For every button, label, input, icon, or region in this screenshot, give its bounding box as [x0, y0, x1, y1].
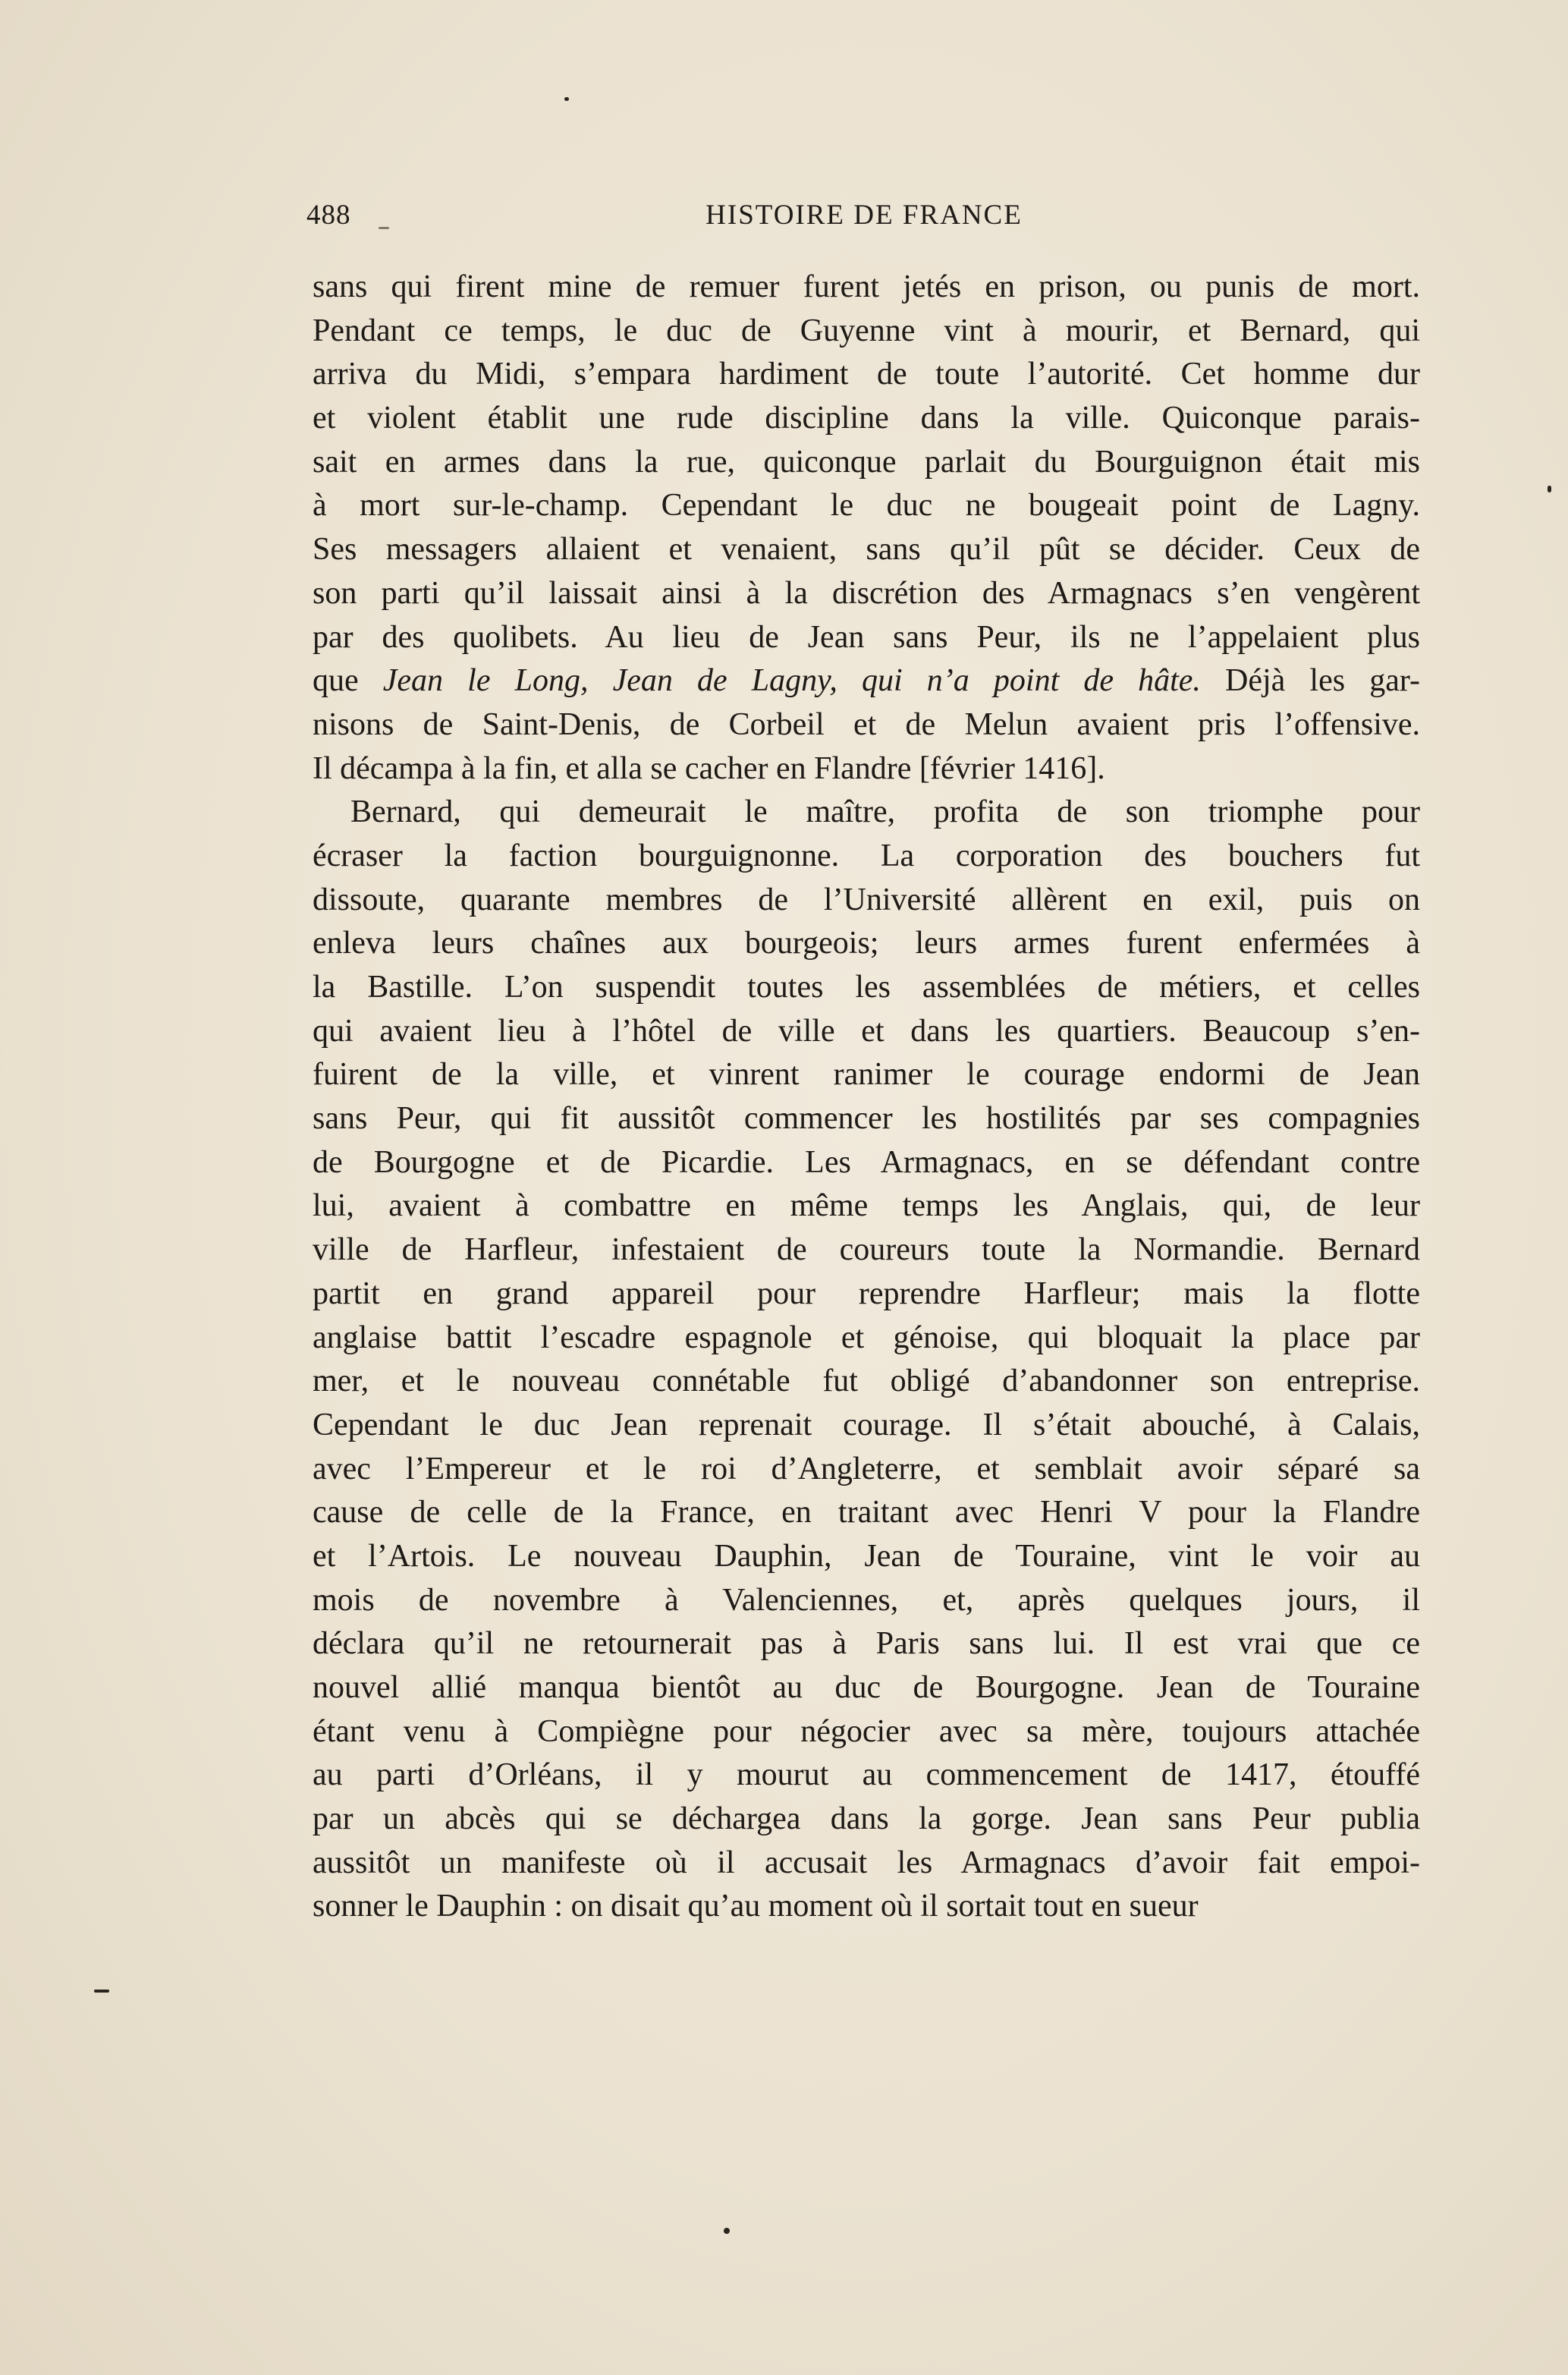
text-line: avec l’Empereur et le roi d’Angleterre, et semblait avoir séparé sa	[313, 1451, 1420, 1486]
text-line: enleva leurs chaînes aux bourgeois; leurs armes furent enfermées à	[313, 926, 1420, 961]
ink-speck	[564, 97, 569, 101]
text-line: mer, et le nouveau connétable fut obligé d’abandonner son entreprise.	[313, 1364, 1420, 1399]
text-line: par un abcès qui se déchargea dans la gorge. Jean sans Peur publia	[313, 1801, 1420, 1837]
text-line: Pendant ce temps, le duc de Guyenne vint à mourir, et Bernard, qui	[313, 313, 1420, 348]
text-line: lui, avaient à combattre en même temps les Anglais, qui, de leur	[313, 1188, 1420, 1224]
text-line: mois de novembre à Valenciennes, et, après quelques jours, il	[313, 1582, 1420, 1618]
running-title: HISTOIRE DE FRANCE	[705, 200, 1023, 231]
text-line: dissoute, quarante membres de l’Université allèrent en exil, puis on	[313, 882, 1420, 917]
text-line: fuirent de la ville, et vinrent ranimer le courage endormi de Jean	[313, 1057, 1420, 1093]
text-line: la Bastille. L’on suspendit toutes les assemblées de métiers, et celles	[313, 970, 1420, 1005]
text-line: sans Peur, qui fit aussitôt commencer les hostilités par ses compagnies	[313, 1101, 1420, 1137]
text-line: et violent établit une rude discipline dans la ville. Quiconque parais-	[313, 401, 1420, 436]
ink-speck	[94, 1990, 109, 1993]
text-line: de Bourgogne et de Picardie. Les Armagnacs, en se défendant contre	[313, 1144, 1420, 1180]
running-head	[306, 199, 1422, 237]
text-line: Cependant le duc Jean reprenait courage. Il s’était abouché, à Calais,	[313, 1407, 1420, 1442]
ink-speck	[1548, 486, 1551, 492]
text-line: arriva du Midi, s’empara hardiment de toute l’autorité. Cet homme dur	[313, 357, 1420, 392]
text-line: à mort sur-le-champ. Cependant le duc ne bougeait point de Lagny.	[313, 488, 1420, 524]
text-line: son parti qu’il laissait ainsi à la discrétion des Armagnacs s’en vengèrent	[313, 575, 1420, 611]
text-line: aussitôt un manifeste où il accusait les Armagnacs d’avoir fait empoi-	[313, 1845, 1420, 1880]
text-line: qui avaient lieu à l’hôtel de ville et dans les quartiers. Beaucoup s’en-	[313, 1013, 1420, 1049]
text-span: que	[313, 663, 383, 699]
text-line: partit en grand appareil pour reprendre Harfleur; mais la flotte	[313, 1276, 1420, 1311]
text-line	[313, 659, 1420, 703]
text-line: étant venu à Compiègne pour négocier avec sa mère, toujours attachée	[313, 1713, 1420, 1749]
page-number: 488	[306, 200, 351, 231]
text-line: ville de Harfleur, infestaient de coureurs toute la Normandie. Bernard	[313, 1232, 1420, 1268]
italic-quote: Jean le Long, Jean de Lagny, qui n’a point de hâte.	[382, 663, 1201, 699]
ink-speck	[724, 2228, 730, 2234]
text-line: Ses messagers allaient et venaient, sans qu’il pût se décider. Ceux de	[313, 532, 1420, 568]
text-line: et l’Artois. Le nouveau Dauphin, Jean de Touraine, vint le voir au	[313, 1538, 1420, 1574]
text-line: sans qui firent mine de remuer furent jetés en prison, ou punis de mort.	[313, 269, 1420, 304]
text-span: Déjà les gar-	[1200, 663, 1420, 699]
text-line: cause de celle de la France, en traitant avec Henri V pour la Flandre	[313, 1495, 1420, 1530]
text-line: nisons de Saint-Denis, de Corbeil et de Melun avaient pris l’offensive.	[313, 706, 1420, 742]
text-line: anglaise battit l’escadre espagnole et génoise, qui bloquait la place par	[313, 1320, 1420, 1355]
text-line: sait en armes dans la rue, quiconque parlait du Bourguignon était mis	[313, 444, 1420, 480]
text-line: Bernard, qui demeurait le maître, profita de son triomphe pour	[350, 794, 1420, 830]
text-line: sonner le Dauphin : on disait qu’au moment où il sortait tout en sueur	[313, 1889, 1199, 1924]
body-text	[313, 266, 1420, 1929]
text-line: nouvel allié manqua bientôt au duc de Bourgogne. Jean de Touraine	[313, 1670, 1420, 1705]
text-line: par des quolibets. Au lieu de Jean sans Peur, ils ne l’appelaient plus	[313, 619, 1420, 655]
text-line: écraser la faction bourguignonne. La corporation des bouchers fut	[313, 838, 1420, 873]
text-line: au parti d’Orléans, il y mourut au commencement de 1417, étouffé	[313, 1757, 1420, 1793]
ink-speck	[379, 227, 389, 229]
text-line: Il décampa à la fin, et alla se cacher en Flandre [février 1416].	[313, 750, 1105, 786]
text-line: déclara qu’il ne retournerait pas à Paris sans lui. Il est vrai que ce	[313, 1626, 1420, 1662]
